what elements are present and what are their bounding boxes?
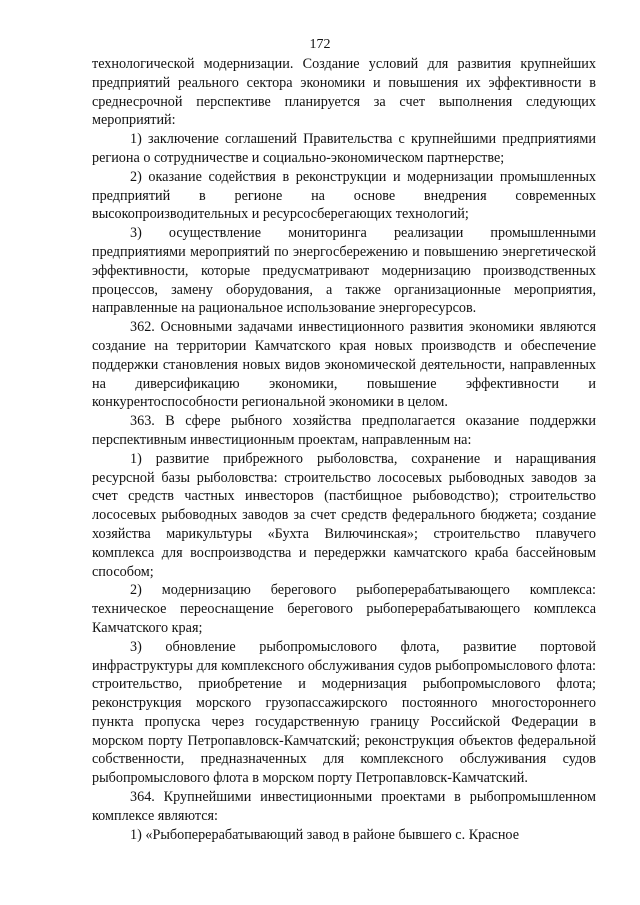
list-item-agreements: 1) заключение соглашений Правительства с крупнейшими предприятиями региона о сотрудничестве и социально-экономическом партнерстве;: [92, 131, 596, 166]
list-item-monitoring: 3) осуществление мониторинга реализации промышленными предприятиями мероприятий по энергосбережению и повышению энергетической эффективности, которые предусматривают модернизацию производственных процессов, замену оборудования, а также организационные мероприятия, направленные на рациональное использование энергоресурсов.: [92, 225, 596, 317]
paragraph-continuation: технологической модернизации. Создание условий для развития крупнейших предприятий реального сектора экономики и повышения их эффективности в среднесрочной перспективе планируется за счет выполнения следующих мероприятий:: [92, 56, 596, 129]
paragraph-362: 362. Основными задачами инвестиционного развития экономики являются создание на территории Камчатского края новых производств и обеспечение поддержки становления новых видов экономической деятельности, направленных на диверсификацию экономики, повышение эффективности и конкурентоспособности региональной экономики в целом.: [92, 319, 596, 411]
document-text: [92, 55, 596, 844]
list-item-modernization-support: 2) оказание содействия в реконструкции и модернизации промышленных предприятий в регионе на основе внедрения современных высокопроизводительных и ресурсосберегающих технологий;: [92, 168, 596, 223]
list-item-fish-plant: 1) «Рыбоперерабатывающий завод в районе бывшего с. Красное: [130, 826, 519, 843]
paragraph-364: 364. Крупнейшими инвестиционными проектами в рыбопромышленном комплексе являются:: [92, 789, 596, 824]
list-item-fleet-renewal: 3) обновление рыбопромыслового флота, развитие портовой инфраструктуры для комплексного обслуживания судов рыбопромыслового флота: строительство, приобретение и модернизация рыбопромыслового флота; реконструкция морского грузопассажирского постоянного многостороннего пункта пропуска через государственную границу Российской Федерации в морском порту Петропавловск-Камчатский; реконструкция объектов федеральной собственности, предназначенных для комплексного обслуживания судов рыбопромыслового флота в морском порту Петропавловск-Камчатский.: [92, 638, 596, 787]
paragraph-363: 363. В сфере рыбного хозяйства предполагается оказание поддержки перспективным инвестиционным проектам, направленным на:: [92, 413, 596, 448]
list-item-coastal-fishing: 1) развитие прибрежного рыболовства, сохранение и наращивания ресурсной базы рыболовства: строительство лососевых рыбоводных заводов за счет средств частных инвесторов (пастбищное рыбоводство); строительство лососевых рыбоводных заводов за счет средств федерального бюджета; создание хозяйства марикультуры «Бухта Вилючинская»; строительство плавучего комплекса для воспроизводства и передержки камчатского краба бассейновым способом;: [92, 450, 596, 580]
page-number: 172: [309, 37, 331, 52]
list-item-processing-complex: 2) модернизацию берегового рыбоперерабатывающего комплекса: техническое переоснащение берегового рыбоперерабатывающего комплекса Камчатского края;: [92, 582, 596, 636]
